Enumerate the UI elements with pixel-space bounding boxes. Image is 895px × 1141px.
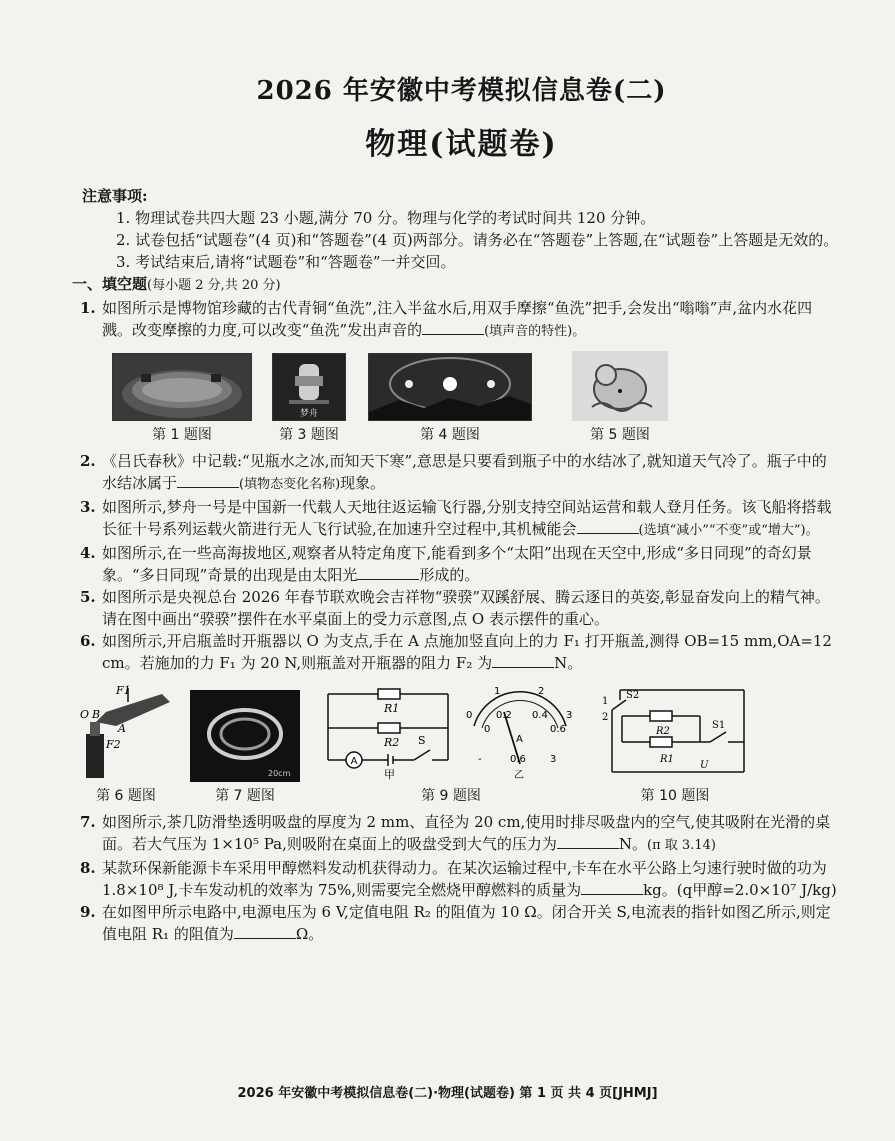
mascot-ornament-photo [572, 351, 668, 421]
notice-item-3: 3. 考试结束后,请将“试题卷”和“答题卷”一并交回。 [116, 253, 456, 271]
figure-3-caption: 第 3 题图 [279, 427, 339, 443]
question-9 [82, 901, 841, 945]
label-s2: S2 [626, 690, 640, 701]
answer-blank[interactable] [234, 924, 296, 939]
label-s: S [418, 734, 426, 747]
dial-big-2: 2 [538, 686, 545, 697]
suction-pad-photo [190, 690, 300, 782]
label-u: U [700, 760, 709, 771]
question-number: 6. [80, 632, 96, 650]
figure-3 [272, 353, 346, 444]
notice-item-1: 1. 物理试卷共四大题 23 小题,满分 70 分。物理与化学的考试时间共 120 分钟。 [116, 209, 656, 227]
question-number: 8. [80, 859, 96, 877]
dial-big-1: 1 [494, 686, 501, 697]
question-number: 4. [80, 544, 96, 562]
ammeter-symbol: A [350, 756, 358, 767]
dial-small-0: 0 [484, 724, 491, 735]
figure-1 [112, 353, 252, 444]
question-5 [82, 586, 841, 630]
dial-big-0: 0 [466, 710, 473, 721]
question-hint: (填物态变化名称) [239, 477, 341, 492]
page-footer: 2026 年安徽中考模拟信息卷(二)·物理(试题卷) 第 1 页 共 4 页[JHMJ] [237, 1086, 658, 1101]
label-jia: 甲 [384, 768, 395, 781]
figure-5-caption: 第 5 题图 [590, 427, 650, 443]
question-number: 1. [80, 299, 96, 317]
fish-basin-photo [112, 353, 252, 421]
section-title: 一、填空题 [72, 275, 148, 293]
dial-small-3: 0.6 [550, 724, 566, 735]
question-2 [82, 450, 841, 496]
question-hint: (选填“减小”“不变”或“增大”)。 [638, 523, 819, 538]
question-text: 如图所示是央视总台 2026 年春节联欢晚会吉祥物“骙骙”双蹊舒展、腾云逐日的英姿,彰显奋发向上的精气神。请在图中画出“骙骙”摆件在水平桌面上的受力示意图,点 O 表示摆件的重心。 [102, 588, 830, 628]
question-number: 9. [80, 903, 96, 921]
question-6 [82, 630, 841, 674]
question-number: 2. [80, 452, 96, 470]
spacecraft-photo [272, 353, 346, 421]
answer-blank[interactable] [357, 565, 419, 580]
label-f2: F2 [106, 738, 121, 751]
answer-blank[interactable] [581, 880, 643, 895]
question-8 [82, 857, 841, 901]
answer-blank[interactable] [177, 473, 239, 488]
dial-unit: A [516, 734, 523, 745]
dial-small-1: 0.2 [496, 710, 512, 721]
question-4 [82, 542, 841, 586]
terminal-0-6: 0.6 [510, 754, 526, 765]
question-1 [82, 297, 841, 343]
section-fill-blank [72, 273, 841, 297]
figure-10-caption: 第 10 题图 [640, 788, 710, 804]
figure-row-2 [76, 682, 841, 805]
figure-5 [572, 351, 668, 444]
figure-9 [322, 682, 580, 805]
exam-title: 2026 年安徽中考模拟信息卷(二) [256, 76, 667, 106]
question-number: 3. [80, 498, 96, 516]
rocket-label: 梦舟 [299, 409, 319, 419]
question-3 [82, 496, 841, 542]
question-7 [82, 811, 841, 857]
question-text: 《吕氏春秋》中记载:“见瓶水之冰,而知天下寒”,意思是只要看到瓶子中的水结冰了,就知道天气冷了。瓶子中的水结冰属于 [102, 452, 827, 492]
question-number: 5. [80, 588, 96, 606]
question-text: 某款环保新能源卡车采用甲醇燃料发动机获得动力。在某次运输过程中,卡车在水平公路上匀速行驶时做的功为 1.8×10⁸ J,卡车发动机的效率为 75%,则需要完全燃烧甲醇燃料的质量为 [102, 859, 827, 899]
notice-heading: 注意事项: [82, 187, 148, 205]
question-text-end: N。 [554, 654, 583, 672]
dial-small-2: 0.4 [532, 710, 548, 721]
bottle-opener-diagram [76, 682, 176, 782]
notice-item-2: 2. 试卷包括“试题卷”(4 页)和“答题卷”(4 页)两部分。请务必在“答题卷”上答题,在“试题卷”上答题是无效的。 [116, 231, 839, 249]
exam-subtitle: 物理(试题卷) [365, 127, 558, 162]
label-yi: 乙 [514, 770, 524, 781]
question-text: 如图所示,梦舟一号是中国新一代载人天地往返运输飞行器,分别支持空间站运营和载人登月任务。该飞船将搭载长征十号系列运载火箭进行无人飞行试验,在加速升空过程中,其机械能会 [102, 498, 832, 538]
question-text: 如图所示,茶几防滑垫透明吸盘的厚度为 2 mm、直径为 20 cm,使用时排尽吸盘内的空气,使其吸附在光滑的桌面。若大气压为 1×10⁵ Pa,则吸附在桌面上的吸盘受到大气的压力为 [102, 813, 831, 853]
circuit-diagram-10 [600, 682, 750, 782]
label-b: B [92, 708, 101, 721]
question-text: 如图所示是博物馆珍藏的古代青铜“鱼洗”,注入半盆水后,用双手摩擦“鱼洗”把手,会发出“嗡嗡”声,盆内水花四溅。改变摩擦的力度,可以改变“鱼洗”发出声音的 [102, 299, 813, 339]
question-text-end: Ω。 [295, 925, 324, 943]
figure-1-caption: 第 1 题图 [152, 427, 212, 443]
terminal-neg: - [478, 754, 482, 765]
label-r1: R1 [384, 702, 400, 715]
dial-big-3: 3 [566, 710, 573, 721]
notice-block [82, 185, 841, 273]
label-r2: R2 [656, 726, 670, 737]
label-f1: F1 [116, 684, 131, 697]
figure-row-1 [112, 351, 841, 444]
ruler-label: 20cm [268, 769, 291, 778]
multiple-suns-photo [368, 353, 532, 421]
label-s1: S1 [712, 720, 726, 731]
label-a: A [118, 722, 126, 735]
figure-6 [76, 682, 176, 805]
answer-blank[interactable] [577, 519, 639, 534]
question-hint: (π 取 3.14) [647, 838, 716, 853]
question-text-end: 现象。 [340, 474, 386, 492]
terminal-3: 3 [550, 754, 557, 765]
question-text-end: kg。(q甲醇=2.0×10⁷ J/kg) [643, 881, 837, 899]
label-r2: R2 [384, 736, 400, 749]
question-hint: (填声音的特性)。 [484, 324, 586, 339]
figure-7-caption: 第 7 题图 [215, 788, 275, 804]
question-text-end: N。 [618, 835, 648, 853]
terminal-1: 1 [602, 696, 609, 707]
figure-7 [190, 690, 300, 805]
answer-blank[interactable] [557, 834, 619, 849]
answer-blank[interactable] [422, 320, 484, 335]
label-o: O [80, 708, 90, 721]
question-text-end: 形成的。 [419, 566, 480, 584]
figure-6-caption: 第 6 题图 [96, 788, 156, 804]
terminal-2: 2 [602, 712, 609, 723]
ammeter-dial-yi [454, 682, 580, 782]
circuit-diagram-jia [322, 682, 454, 782]
figure-4-caption: 第 4 题图 [420, 427, 480, 443]
figure-10 [600, 682, 750, 805]
question-text: 如图所示,开启瓶盖时开瓶器以 O 为支点,手在 A 点施加竖直向上的力 F₁ 打开瓶盖,测得 OB=15 mm,OA=12 cm。若施加的力 F₁ 为 20 N,则瓶盖对开瓶器的阻力 F₂ 为 [102, 632, 832, 672]
question-text: 在如图甲所示电路中,电源电压为 6 V,定值电阻 R₂ 的阻值为 10 Ω。闭合开关 S,电流表的指针如图乙所示,则定值电阻 R₁ 的阻值为 [102, 903, 831, 943]
label-r1: R1 [660, 754, 674, 765]
section-note: (每小题 2 分,共 20 分) [147, 278, 281, 293]
figure-9-caption: 第 9 题图 [421, 788, 481, 804]
question-text: 如图所示,在一些高海拔地区,观察者从特定角度下,能看到多个“太阳”出现在天空中,形成“多日同现”的奇幻景象。“多日同现”奇景的出现是由太阳光 [102, 544, 812, 584]
question-number: 7. [80, 813, 96, 831]
figure-4 [368, 353, 532, 444]
answer-blank[interactable] [492, 653, 554, 668]
